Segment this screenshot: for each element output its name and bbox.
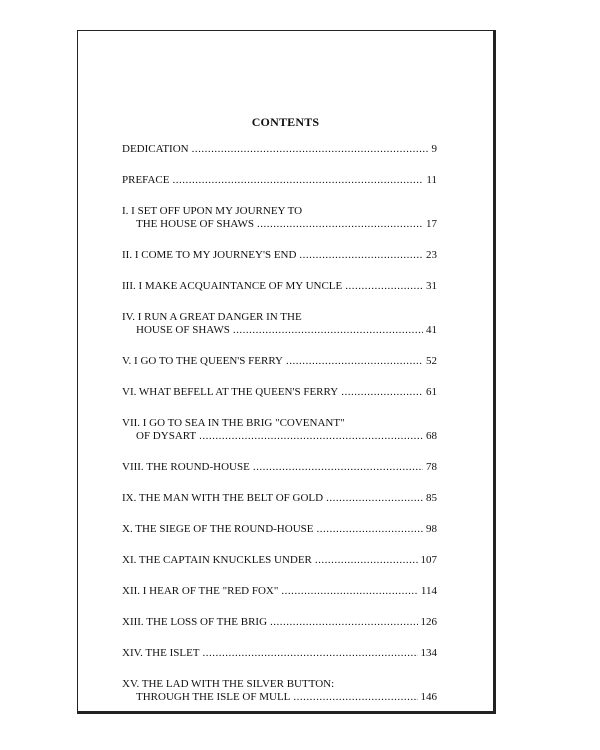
toc-page-number: 9 [431,143,437,155]
toc-entry-chapter-3 [122,280,437,293]
toc-entry-title-line1: IV. I RUN A GREAT DANGER IN THE [122,311,302,323]
toc-page-number: 78 [426,461,437,473]
table-of-contents [122,143,437,722]
toc-entry-chapter-7 [122,417,437,443]
toc-entry-chapter-13 [122,616,437,629]
toc-entry-title-line1: XV. THE LAD WITH THE SILVER BUTTON: [122,678,335,690]
toc-entry-title-line2: THE HOUSE OF SHAWS [136,218,254,230]
toc-entry-chapter-4 [122,311,437,337]
toc-entry-title: XII. I HEAR OF THE "RED FOX" [122,585,279,597]
dot-leader [341,386,423,399]
toc-entry-title-line1: VII. I GO TO SEA IN THE BRIG "COVENANT" [122,417,345,429]
toc-page-number: 23 [426,249,437,261]
toc-entry-title: V. I GO TO THE QUEEN'S FERRY [122,355,283,367]
toc-entry-chapter-10 [122,523,437,536]
toc-entry-preface [122,174,437,187]
toc-entry-title: X. THE SIEGE OF THE ROUND-HOUSE [122,523,314,535]
toc-page-number: 126 [420,616,437,628]
toc-entry-title: DEDICATION [122,143,189,155]
dot-leader [315,554,418,567]
toc-entry-chapter-14 [122,647,437,660]
toc-entry-title-line2: THROUGH THE ISLE OF MULL [136,691,291,703]
toc-entry-title: PREFACE [122,174,170,186]
dot-leader [203,647,418,660]
dot-leader [293,691,417,704]
toc-entry-title: XIV. THE ISLET [122,647,200,659]
toc-page-number: 134 [420,647,437,659]
toc-entry-chapter-2 [122,249,437,262]
toc-entry-title: IX. THE MAN WITH THE BELT OF GOLD [122,492,324,504]
toc-page-number: 85 [426,492,437,504]
toc-page-number: 98 [426,523,437,535]
toc-entry-title-line2: HOUSE OF SHAWS [136,324,230,336]
dot-leader [326,492,423,505]
toc-entry-title-line2: OF DYSART [136,430,197,442]
toc-entry-chapter-8 [122,461,437,474]
toc-entry-title: XI. THE CAPTAIN KNUCKLES UNDER [122,554,312,566]
page-title: CONTENTS [251,115,320,129]
toc-page-number: 146 [420,691,437,703]
toc-entry-title: VIII. THE ROUND-HOUSE [122,461,250,473]
dot-leader [199,430,423,443]
dot-leader [345,280,423,293]
dot-leader [233,324,423,337]
toc-page-number: 31 [426,280,437,292]
toc-page-number: 107 [420,554,437,566]
toc-entry-title-line1: I. I SET OFF UPON MY JOURNEY TO [122,205,303,217]
toc-entry-chapter-5 [122,355,437,368]
dot-leader [172,174,423,187]
toc-entry-chapter-1 [122,205,437,231]
toc-page-number: 68 [426,430,437,442]
book-page [77,30,496,714]
toc-page-number: 114 [420,585,437,597]
toc-entry-title: VI. WHAT BEFELL AT THE QUEEN'S FERRY [122,386,339,398]
toc-entry-chapter-9 [122,492,437,505]
toc-page-number: 52 [426,355,437,367]
toc-page-number: 17 [426,218,437,230]
dot-leader [192,143,429,156]
toc-page-number: 11 [426,174,437,186]
toc-entry-title: III. I MAKE ACQUAINTANCE OF MY UNCLE [122,280,343,292]
toc-entry-chapter-15 [122,678,437,704]
dot-leader [316,523,423,536]
dot-leader [253,461,423,474]
toc-page-number: 61 [426,386,437,398]
dot-leader [281,585,418,598]
dot-leader [299,249,423,262]
dot-leader [257,218,423,231]
toc-entry-chapter-6 [122,386,437,399]
dot-leader [286,355,423,368]
toc-entry-chapter-11 [122,554,437,567]
toc-entry-dedication [122,143,437,156]
toc-entry-title: XIII. THE LOSS OF THE BRIG [122,616,268,628]
dot-leader [270,616,417,629]
toc-entry-chapter-12 [122,585,437,598]
toc-entry-title: II. I COME TO MY JOURNEY'S END [122,249,297,261]
toc-page-number: 41 [426,324,437,336]
